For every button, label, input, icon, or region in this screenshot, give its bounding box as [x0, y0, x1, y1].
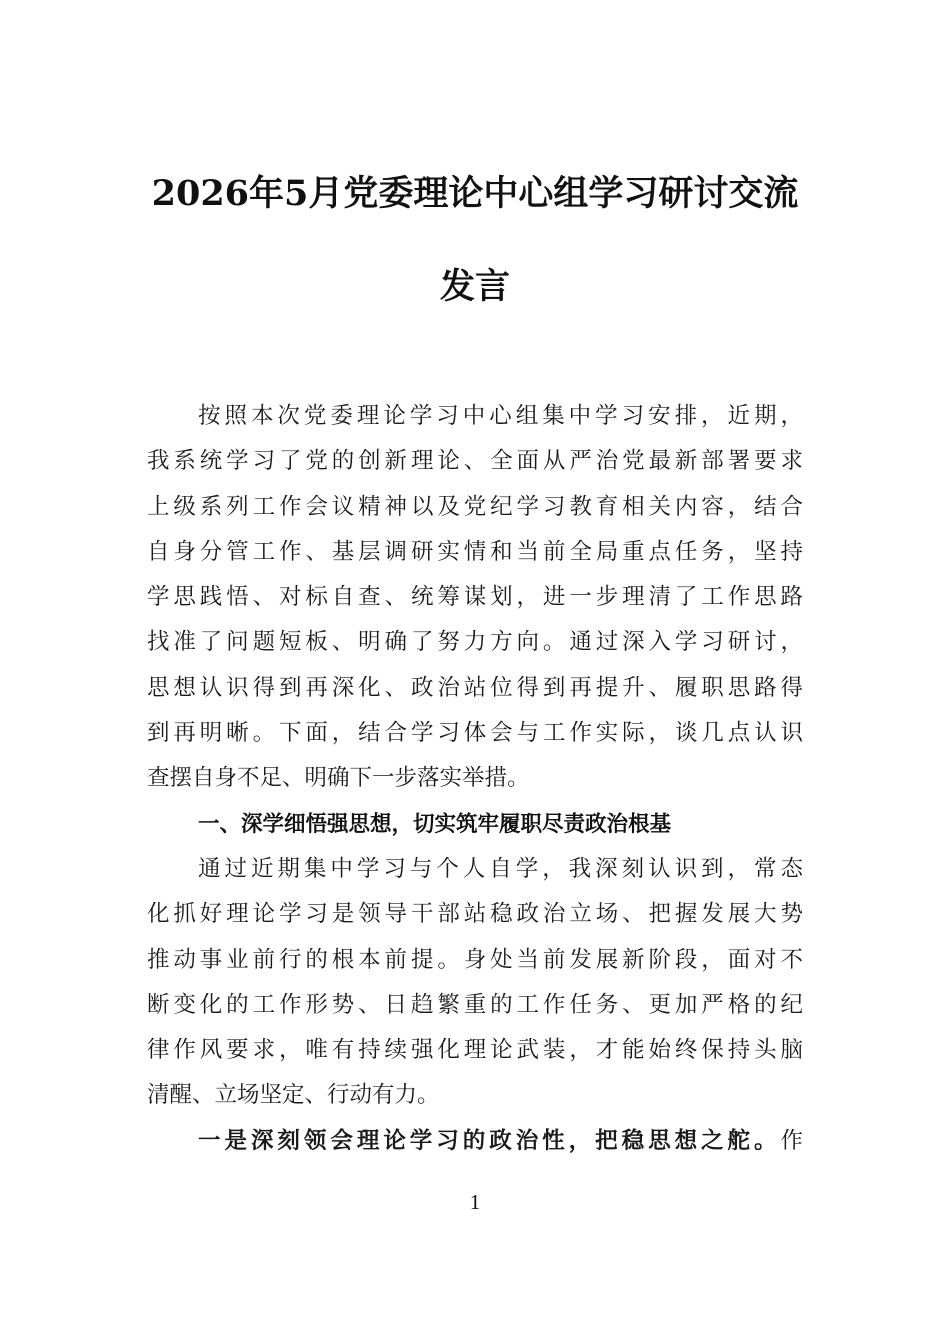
page-number: 1 — [469, 1190, 481, 1214]
paragraph-2-line-1: 通过近期集中学习与个人自学，我深刻认识到，常态 — [198, 855, 803, 882]
paragraph-1-line-9: 查摆自身不足、明确下一步落实举措。 — [147, 765, 530, 792]
document-title-line-2: 发言 — [439, 266, 510, 307]
section-heading-1: 一、深学细悟强思想，切实筑牢履职尽责政治根基 — [198, 811, 672, 837]
document-title-line-1: 2026年5月党委理论中心组学习研讨交流 — [151, 173, 799, 214]
paragraph-2-line-6: 清醒、立场坚定、行动有力。 — [147, 1082, 440, 1109]
paragraph-2-line-4: 断变化的工作形势、日趋繁重的工作任务、更加严格的纪 — [147, 991, 803, 1018]
paragraph-1-line-1: 按照本次党委理论学习中心组集中学习安排，近期， — [198, 403, 803, 429]
paragraph-1-line-5: 学思践悟、对标自查、统筹谋划，进一步理清了工作思路 — [147, 584, 803, 611]
paragraph-1-line-6: 找准了问题短板、明确了努力方向。通过深入学习研讨， — [147, 629, 803, 656]
paragraph-3-continuation: 作 — [780, 1127, 803, 1154]
paragraph-2-line-5: 律作风要求，唯有持续强化理论武装，才能始终保持头脑 — [147, 1037, 803, 1064]
paragraph-1-line-8: 到再明晰。下面，结合学习体会与工作实际，谈几点认识 — [147, 720, 803, 747]
paragraph-1-line-3: 上级系列工作会议精神以及党纪学习教育相关内容，结合 — [147, 493, 803, 520]
bold-lead-sentence: 一是深刻领会理论学习的政治性，把稳思想之舵。 — [198, 1127, 781, 1154]
document-body — [147, 394, 803, 1164]
paragraph-3-line-1 — [147, 1119, 803, 1164]
paragraph-1-line-7: 思想认识得到再深化、政治站位得到再提升、履职思路得 — [147, 674, 803, 701]
paragraph-2-line-2: 化抓好理论学习是领导干部站稳政治立场、把握发展大势 — [147, 901, 803, 928]
paragraph-2-line-3: 推动事业前行的根本前提。身处当前发展新阶段，面对不 — [147, 946, 803, 973]
paragraph-1-line-4: 自身分管工作、基层调研实情和当前全局重点任务，坚持 — [147, 538, 803, 565]
paragraph-1-line-2: 我系统学习了党的创新理论、全面从严治党最新部署要求 — [147, 448, 803, 475]
